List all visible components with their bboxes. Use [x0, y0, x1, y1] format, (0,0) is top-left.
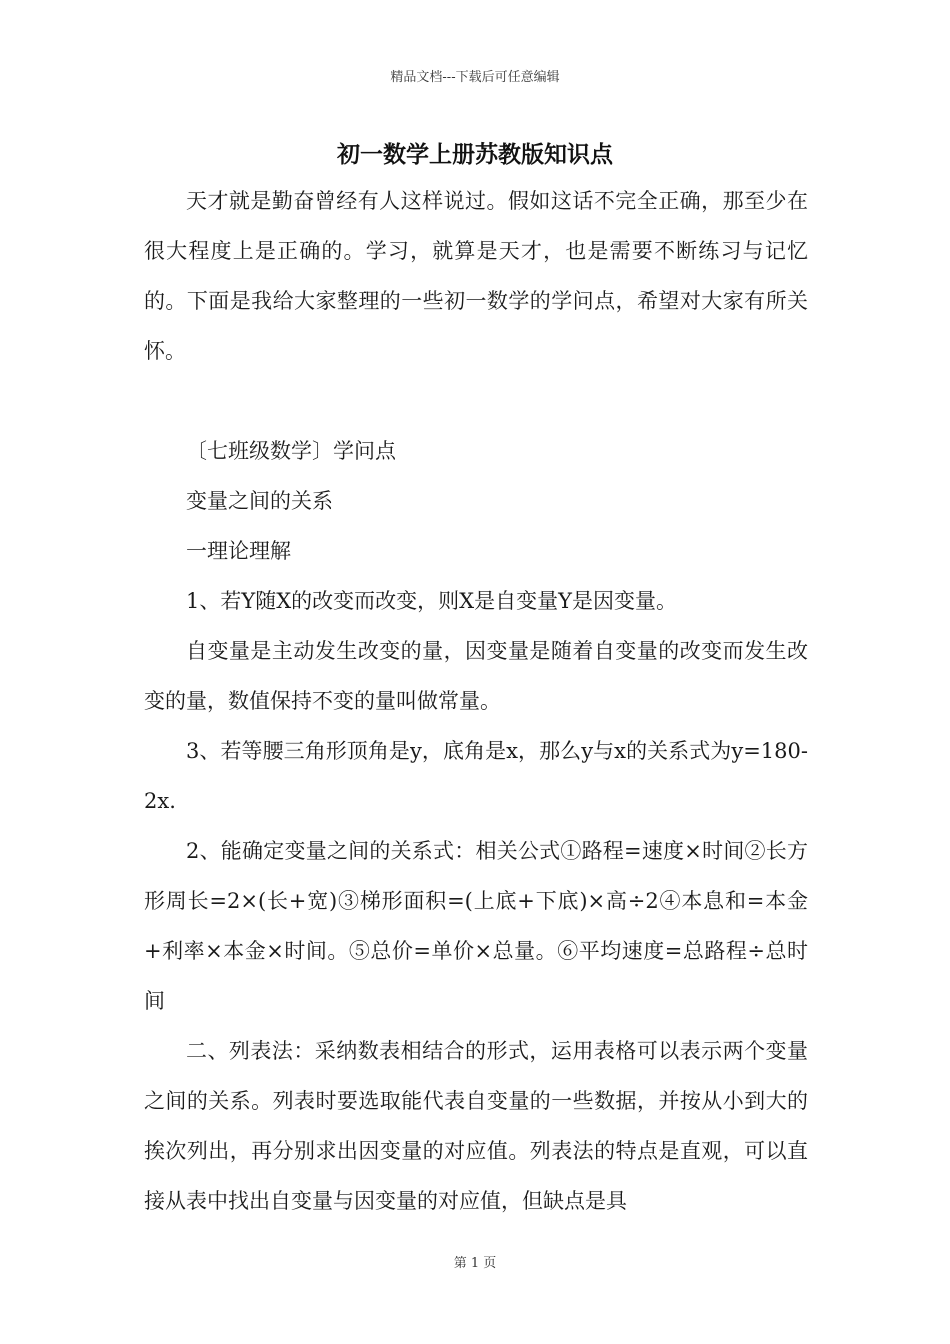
section-heading: 〔七班级数学〕学问点: [186, 439, 396, 463]
page-number: 第 1 页: [453, 1256, 497, 1271]
table-method-paragraph: 二、列表法：采纳数表相结合的形式，运用表格可以表示两个变量之间的关系。列表时要选取能代表自变量的一些数据，并按从小到大的挨次列出，再分别求出因变量的对应值。列表法的特点是直观，可以直接从表中找出自变量与因变量的对应值，但缺点是具: [144, 1039, 808, 1213]
paragraph-gap: [144, 376, 808, 426]
point-1-paragraph: 1、若Y随X的改变而改变，则X是自变量Y是因变量。: [186, 589, 677, 613]
part-heading: 一理论理解: [186, 539, 291, 563]
point-3-paragraph: 3、若等腰三角形顶角是y，底角是x，那么y与x的关系式为y=180-2x.: [144, 739, 808, 813]
document-body: [144, 176, 808, 1226]
subsection-heading: 变量之间的关系: [186, 489, 333, 513]
document-title: 初一数学上册苏教版知识点: [337, 141, 613, 168]
point-2-paragraph: 2、能确定变量之间的关系式：相关公式①路程=速度×时间②长方形周长=2×(长+宽)③梯形面积=(上底+下底)×高÷2④本息和=本金+利率×本金×时间。⑤总价=单价×总量。⑥平均速度=总路程÷总时间: [144, 839, 808, 1013]
intro-paragraph: 天才就是勤奋曾经有人这样说过。假如这话不完全正确，那至少在很大程度上是正确的。学习，就算是天才，也是需要不断练习与记忆的。下面是我给大家整理的一些初一数学的学问点，希望对大家有所关怀。: [144, 189, 808, 363]
definition-paragraph: 自变量是主动发生改变的量，因变量是随着自变量的改变而发生改变的量，数值保持不变的量叫做常量。: [144, 639, 808, 713]
page-header: 精品文档---下载后可任意编辑: [390, 70, 560, 85]
